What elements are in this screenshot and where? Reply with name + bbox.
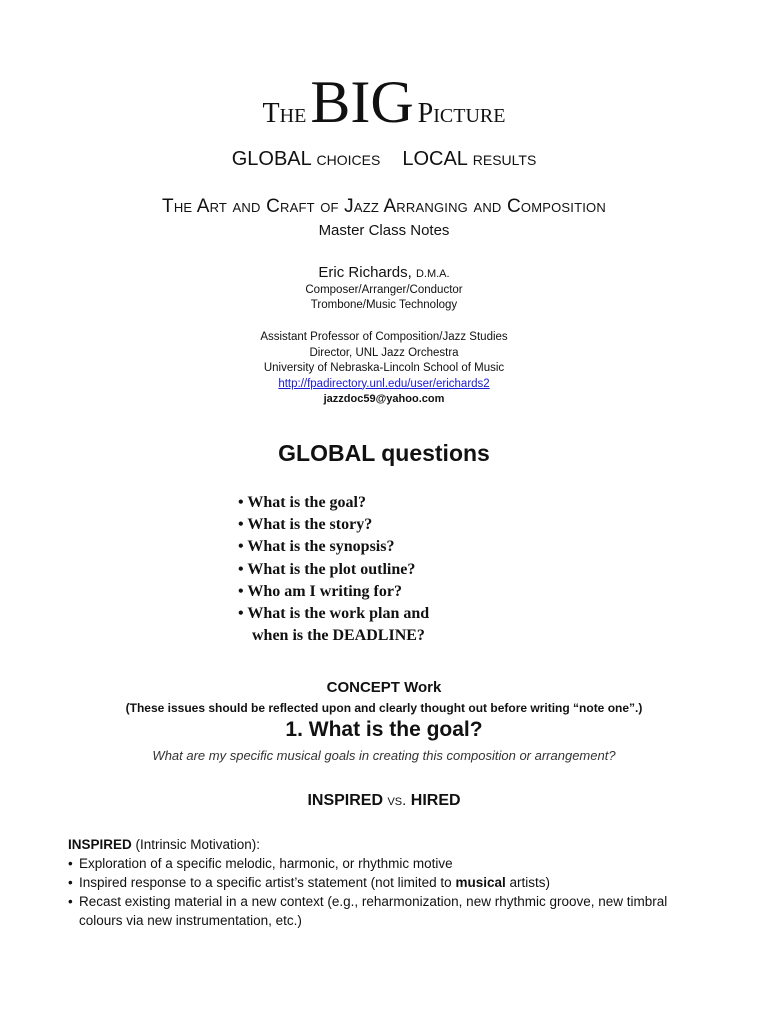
profile-link[interactable]: http://fpadirectory.unl.edu/user/erichards2 [278, 377, 490, 390]
goal-question: What are my specific musical goals in creating this composition or arrangement? [152, 748, 616, 763]
inspired-lead [68, 835, 708, 854]
document-subtitle [0, 148, 768, 171]
role-line: Trombone/Music Technology [310, 299, 458, 311]
affiliation-line: Assistant Professor of Composition/Jazz Studies [260, 331, 508, 343]
title-big: BIG [310, 69, 414, 135]
course-title: The Art and Craft of Jazz Arranging and Composition [162, 196, 606, 217]
concept-heading: CONCEPT Work [326, 679, 442, 696]
author-degree: D.M.A. [415, 268, 450, 280]
list-item: • What is the synopsis? [238, 538, 395, 556]
heading-vs: vs. [387, 792, 407, 809]
inspired-section [68, 835, 708, 930]
document-title [0, 69, 768, 135]
heading-hired: HIRED [410, 792, 461, 809]
subtitle-right: LOCAL results [402, 148, 537, 170]
bullet-icon: • [68, 894, 73, 909]
global-questions-heading: GLOBAL questions [278, 440, 490, 466]
email-address: jazzdoc59@yahoo.com [323, 393, 445, 405]
bullet-icon: • [68, 856, 73, 871]
author-line [0, 264, 768, 281]
title-picture: Picture [417, 98, 506, 129]
inspired-qualifier: (Intrinsic Motivation): [131, 837, 261, 852]
heading-inspired: INSPIRED [307, 792, 384, 809]
list-item: • What is the story? [238, 516, 373, 534]
list-item: • Recast existing material in a new context (e.g., reharmonization, new rhythmic groove, new timbral colours via new instrumentation, etc.) [68, 894, 668, 928]
affiliation-line: University of Nebraska-Lincoln School of Music [263, 362, 505, 374]
inspired-vs-hired-heading [0, 792, 768, 810]
list-item: • What is the plot outline? [238, 560, 416, 578]
list-item: • Exploration of a specific melodic, harmonic, or rhythmic motive [68, 856, 453, 871]
list-item: • What is the goal? [238, 494, 366, 511]
inspired-bullets [68, 854, 708, 930]
goal-heading: 1. What is the goal? [285, 718, 483, 741]
list-item: • Who am I writing for? [238, 582, 402, 600]
subtitle-left: GLOBAL choices [231, 148, 381, 170]
title-the: The [262, 98, 307, 129]
affiliation-block [0, 330, 768, 408]
list-item: • Inspired response to a specific artist’s statement (not limited to musical artists) [68, 875, 550, 890]
global-questions-list [238, 492, 429, 647]
list-item-continuation: when is the DEADLINE? [252, 627, 425, 645]
concept-note: (These issues should be reflected upon and clearly thought out before writing “note one”.) [125, 701, 643, 715]
course-subtitle: Master Class Notes [318, 222, 450, 239]
affiliation-line: Director, UNL Jazz Orchestra [309, 346, 459, 359]
inspired-label: INSPIRED [68, 837, 132, 852]
role-line: Composer/Arranger/Conductor [305, 284, 463, 296]
list-item: • What is the work plan and [238, 605, 430, 623]
author-roles [0, 283, 768, 313]
author-name: Eric Richards, [318, 264, 412, 281]
bullet-icon: • [68, 875, 73, 890]
